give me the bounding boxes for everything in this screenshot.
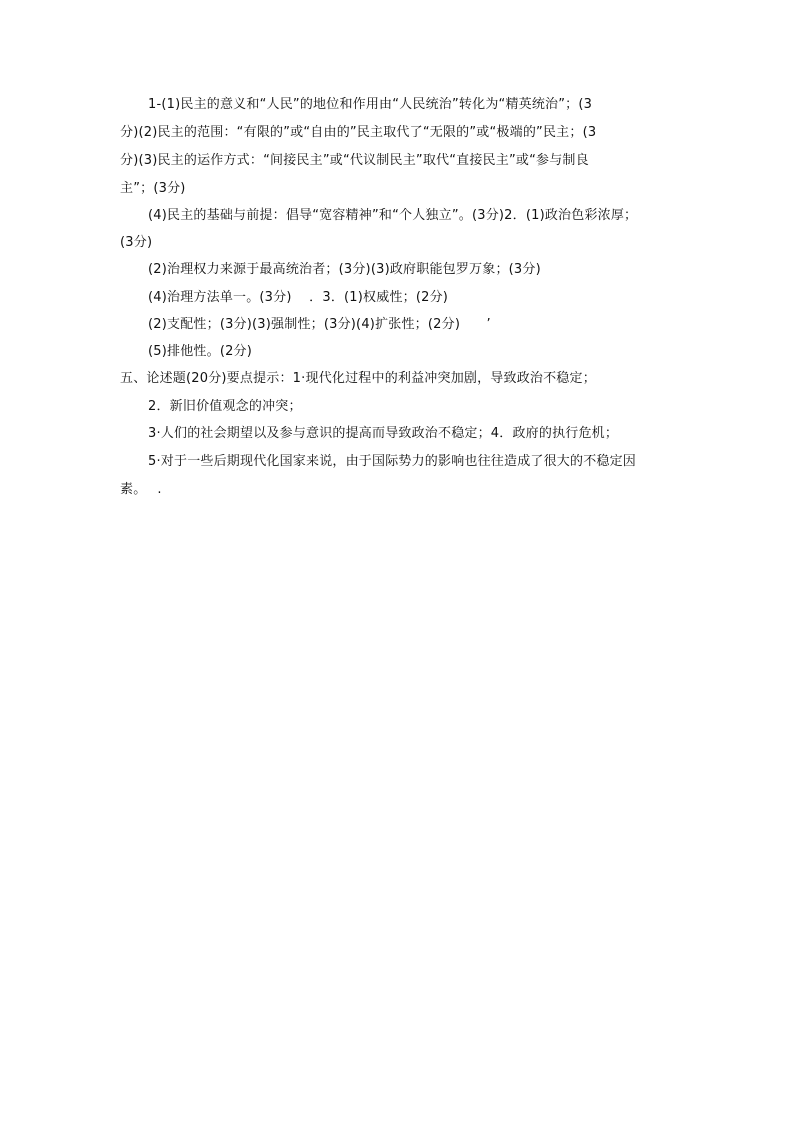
answer-line-10: (5)排他性。(2分) — [148, 344, 253, 359]
essay-question-heading: 五、论述题(20分)要点提示：1·现代化过程中的利益冲突加剧，导致政治不稳定； — [120, 371, 596, 386]
essay-point-5: 5·对于一些后期现代化国家来说，由于国际势力的影响也往往造成了很大的不稳定因 — [148, 454, 637, 469]
answer-line-1: 1-(1)民主的意义和“人民”的地位和作用由“人民统治”转化为“精英统治”；(3 — [148, 97, 593, 112]
answer-line-5: (4)民主的基础与前提：倡导“宽容精神”和“个人独立”。(3分)2．(1)政治色彩浓厚； — [148, 208, 638, 223]
answer-line-6: (3分) — [120, 235, 153, 250]
answer-line-4: 主”；(3分) — [120, 181, 186, 196]
answer-line-2: 分)(2)民主的范围：“有限的”或“自由的”民主取代了“无限的”或“极端的”民主；(3 — [120, 125, 597, 140]
answer-line-8: (4)治理方法单一。(3分) ．3．(1)权威性；(2分) — [148, 290, 449, 305]
essay-point-3-4: 3·人们的社会期望以及参与意识的提高而导致政治不稳定；4．政府的执行危机； — [148, 426, 619, 441]
answer-line-3: 分)(3)民主的运作方式：“间接民主”或“代议制民主”取代“直接民主”或“参与制良 — [120, 153, 589, 168]
answer-line-9: (2)支配性；(3分)(3)强制性；(3分)(4)扩张性；(2分) ’ — [148, 317, 491, 332]
essay-point-2: 2．新旧价值观念的冲突； — [148, 399, 302, 414]
answer-line-7: (2)治理权力来源于最高统治者；(3分)(3)政府职能包罗万象；(3分) — [148, 262, 541, 277]
essay-point-5-end: 素。 . — [120, 482, 162, 497]
